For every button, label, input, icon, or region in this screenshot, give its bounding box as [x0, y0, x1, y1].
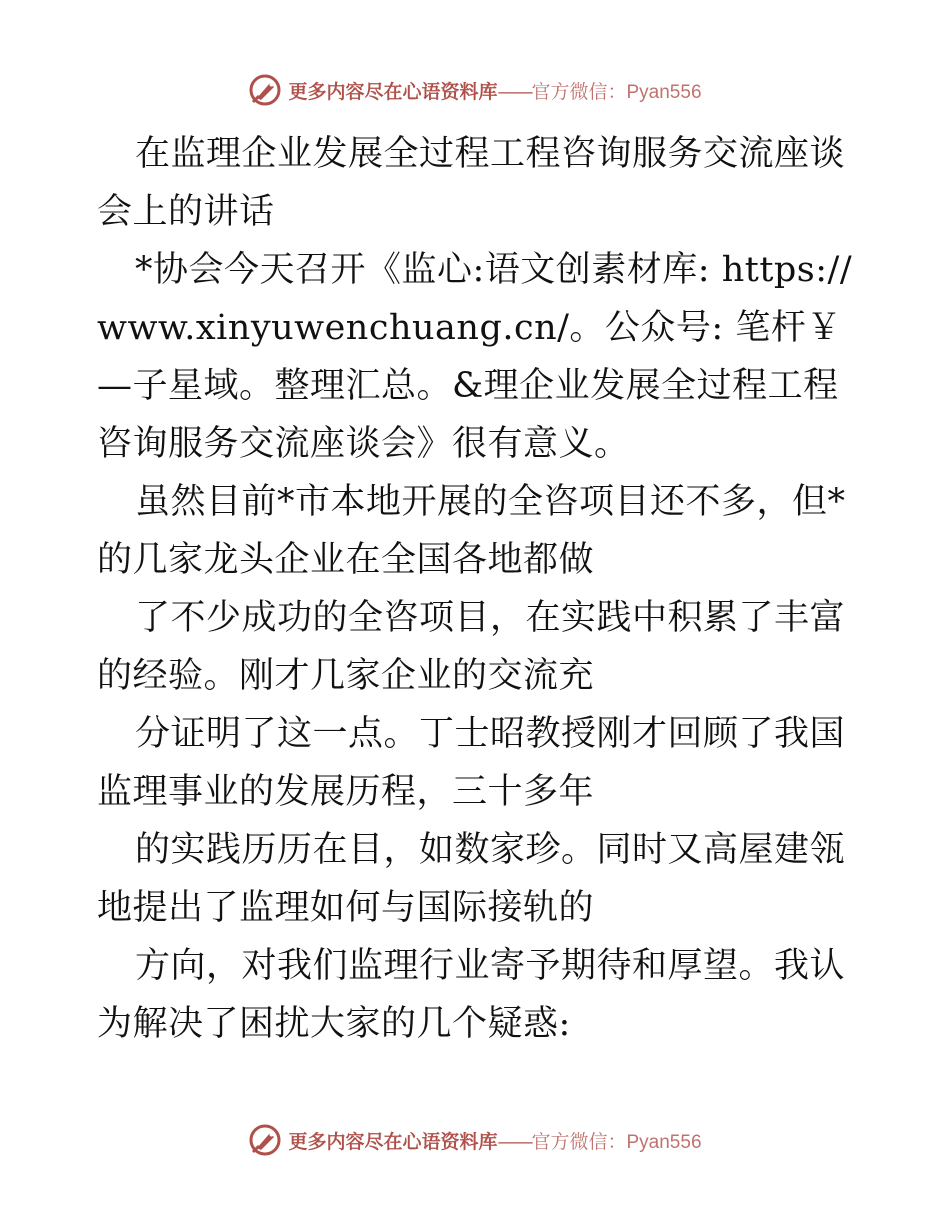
header-banner — [0, 70, 950, 110]
pen-nib-logo-icon — [248, 1123, 282, 1157]
banner-wechat-id: Pyan556 — [626, 81, 702, 103]
paragraph: 分证明了这一点。丁士昭教授刚才回顾了我国监理事业的发展历程，三十多年 — [97, 714, 846, 812]
paragraph: 的实践历历在目，如数家珍。同时又高屋建瓴地提出了监理如何与国际接轨的 — [97, 830, 846, 928]
banner-dash: —— — [497, 80, 532, 103]
banner-dash: —— — [497, 1130, 532, 1153]
paragraph: 了不少成功的全咨项目，在实践中积累了丰富的经验。刚才几家企业的交流充 — [97, 598, 846, 696]
banner-main-text: 更多内容尽在心语资料库 — [288, 80, 498, 103]
document-body — [97, 125, 857, 1053]
banner-main-text: 更多内容尽在心语资料库 — [288, 1130, 498, 1153]
paragraph: 虽然目前*市本地开展的全咨项目还不多，但*的几家龙头企业在全国各地都做 — [97, 482, 846, 580]
paragraph: 方向，对我们监理行业寄予期待和厚望。我认为解决了困扰大家的几个疑惑: — [97, 946, 846, 1044]
document-title: 在监理企业发展全过程工程咨询服务交流座谈会上的讲话 — [97, 134, 846, 232]
banner-content — [248, 73, 701, 107]
footer-banner — [0, 1120, 950, 1160]
banner-wechat-label: 官方微信： — [531, 1130, 627, 1153]
banner-wechat-label: 官方微信： — [531, 80, 627, 103]
banner-content — [248, 1123, 701, 1157]
banner-text — [288, 1127, 701, 1154]
banner-wechat-id: Pyan556 — [626, 1131, 702, 1153]
banner-text — [288, 77, 701, 104]
pen-nib-logo-icon — [248, 73, 282, 107]
paragraph: *协会今天召开《监心:语文创素材库: https://www.xinyuwenchuang.cn/。公众号: 笔杆￥—子星域。整理汇总。&理企业发展全过程工程咨询服务交流座谈会》很有意义。 — [97, 250, 853, 464]
